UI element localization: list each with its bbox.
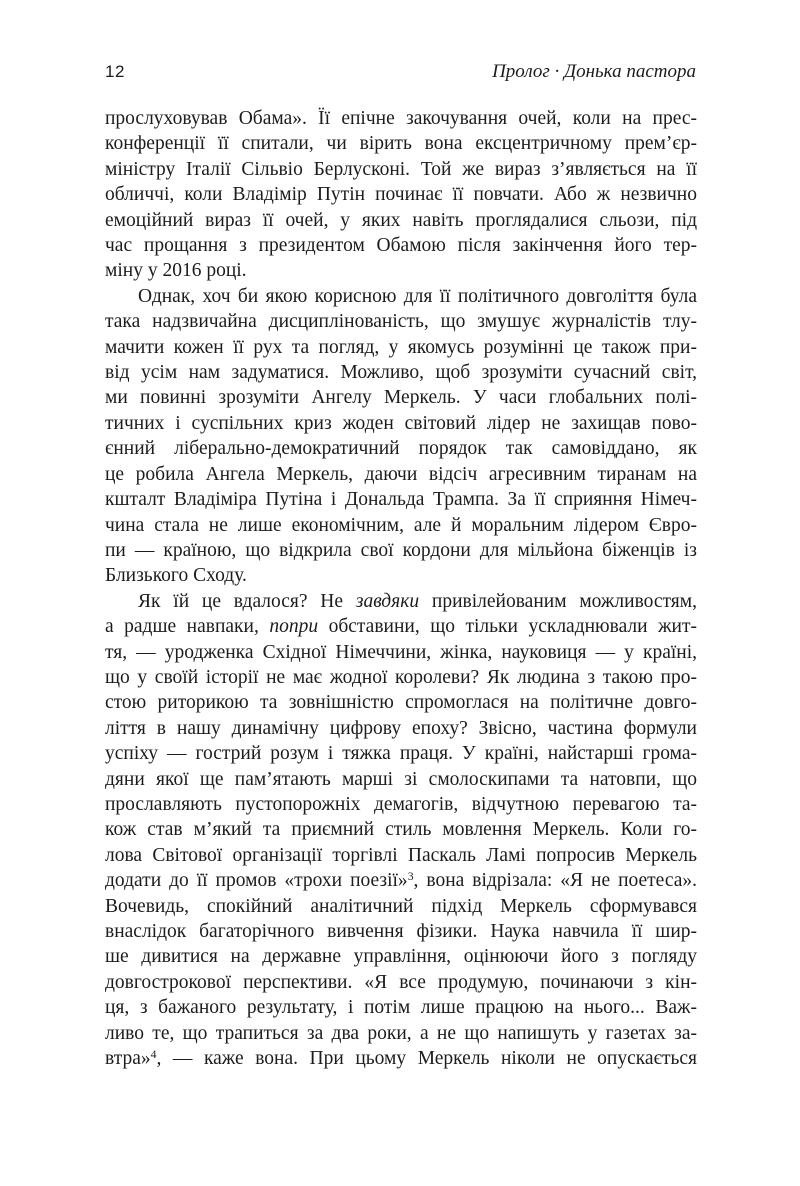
text-run: Однак, хоч би якою корисною для її політичного довголіття була (138, 285, 697, 307)
text-run: тя, — уродженка Східної Німеччини, жінка, науковиця — у країні, (105, 641, 697, 663)
text-line (105, 741, 697, 766)
text-run: обличчі, коли Владімір Путін починає її повчати. Або ж незвично (105, 184, 697, 206)
text-run: час прощання з президентом Обамою після закінчення його тер- (105, 235, 697, 257)
text-line (105, 385, 697, 410)
footnote-marker: 4 (150, 1048, 157, 1062)
text-line (105, 589, 697, 614)
text-run: втра» (105, 1048, 151, 1070)
text-run: а радше навпаки, (105, 616, 270, 638)
text-line (105, 538, 697, 563)
text-line (105, 487, 697, 512)
page-number: 12 (105, 62, 125, 81)
text-run: мачити кожен її рух та погляд, у якомусь розумінні це також при- (105, 336, 697, 358)
text-line (105, 995, 697, 1020)
text-run: ми повинні зрозуміти Ангелу Меркель. У часи глобальних полі- (105, 387, 697, 409)
text-run: ліття в нашу динамічну цифрову епоху? Звісно, частина формули (105, 717, 697, 739)
text-run: прослуховував Обама». Її епічне закочування очей, коли на прес- (105, 108, 697, 129)
text-run: міну у 2016 році. (105, 260, 247, 282)
paragraph (105, 284, 697, 589)
text-run: ливо те, що трапиться за два роки, а не що напишуть у газетах за- (105, 1022, 697, 1044)
text-line (105, 792, 697, 817)
text-run: обставини, що тільки ускладнювали жит- (318, 616, 697, 638)
text-line (105, 1046, 697, 1071)
text-line (105, 182, 697, 207)
text-run: від усім нам задуматися. Можливо, щоб зрозуміти сучасний світ, (105, 362, 697, 384)
text-line (105, 513, 697, 538)
text-line (105, 208, 697, 233)
text-run: тичних і суспільних криз жоден світовий лідер не захищав пово- (105, 412, 697, 434)
text-run: міністру Італії Сільвіо Берлусконі. Той же вираз з’являється на її (105, 158, 697, 180)
paragraph (105, 589, 697, 1072)
text-run: завдяки (355, 590, 420, 612)
text-run: така надзвичайна дисциплінованість, що змушує журналістів тлу- (105, 311, 697, 333)
text-run: кшталт Владіміра Путіна і Дональда Трампа. За її сприяння Німеч- (105, 489, 697, 511)
text-line (105, 360, 697, 385)
text-line (105, 157, 697, 182)
text-line (105, 817, 697, 842)
text-run: Близького Сходу. (105, 565, 247, 587)
text-run: Як їй це вдалося? Не (138, 590, 356, 612)
text-run: пи — країною, що відкрила свої кордони для мільйона біженців із (105, 539, 697, 561)
text-run: дяни якої ще пам’ятають марші зі смолоскипами та натовпи, що (105, 768, 697, 790)
footnote-marker: 3 (407, 870, 414, 884)
text-line (105, 767, 697, 792)
text-run: довгострокової перспективи. «Я все продумую, починаючи з кін- (105, 971, 697, 993)
body-text (105, 106, 697, 1071)
text-line (105, 944, 697, 969)
text-line (105, 665, 697, 690)
text-run: кож став м’який та приємний стиль мовлення Меркель. Коли го- (105, 819, 697, 841)
page-header (105, 61, 696, 83)
text-line (105, 843, 697, 868)
text-run: додати до її промов «трохи поезії» (105, 870, 408, 892)
text-run: , — каже вона. При цьому Меркель ніколи не опускається (156, 1048, 697, 1070)
text-run: це робила Ангела Меркель, даючи відсіч агресивним тиранам на (105, 463, 697, 485)
text-run: попри (269, 616, 319, 638)
text-line (105, 131, 697, 156)
text-line (105, 284, 697, 309)
text-line (105, 970, 697, 995)
text-line (105, 411, 697, 436)
text-run: успіху — гострий розум і тяжка праця. У країні, найстарші грома- (105, 743, 697, 765)
text-line (105, 690, 697, 715)
paragraph (105, 106, 697, 284)
text-run: конференції її спитали, чи вірить вона ексцентричному прем’єр- (105, 133, 697, 155)
text-run: внаслідок багаторічного вивчення фізики. Наука навчила її шир- (105, 921, 697, 942)
text-run: ця, з бажаного результату, і потім лише працюю на нього... Важ- (105, 997, 697, 1019)
text-run: чина стала не лише економічним, але й моральним лідером Євро- (105, 514, 697, 536)
text-run: емоційний вираз її очей, у яких навіть проглядалися сльози, під (105, 209, 697, 231)
running-head: Пролог · Донька пастора (492, 61, 696, 82)
text-line (105, 640, 697, 665)
text-run: привілейованим можливостям, (419, 590, 697, 612)
text-line (105, 106, 697, 131)
text-line (105, 335, 697, 360)
text-run: ше дивитися на державне управління, оцінюючи його з погляду (105, 946, 697, 968)
text-line (105, 233, 697, 258)
text-line (105, 919, 697, 944)
text-run: Вочевидь, спокійний аналітичний підхід Меркель сформувався (105, 895, 697, 917)
text-run: що у своїй історії не має жодної королеви? Як людина з такою про- (105, 666, 697, 688)
text-line (105, 258, 697, 283)
text-line (105, 309, 697, 334)
text-line (105, 563, 697, 588)
text-run: прославляють пустопорожніх демагогів, відчутною перевагою та- (105, 793, 697, 815)
text-line (105, 462, 697, 487)
text-run: єнний ліберально-демократичний порядок так самовіддано, як (105, 438, 697, 460)
text-run: стою риторикою та зовнішністю спромоглася на політичне довго- (105, 692, 697, 714)
text-run: , вона відрізала: «Я не поетеса». (413, 870, 697, 892)
text-line (105, 1021, 697, 1046)
text-line (105, 894, 697, 919)
text-line (105, 614, 697, 639)
text-line (105, 868, 697, 893)
text-line (105, 436, 697, 461)
text-line (105, 716, 697, 741)
text-run: лова Світової організації торгівлі Паскаль Ламі попросив Меркель (105, 844, 697, 866)
